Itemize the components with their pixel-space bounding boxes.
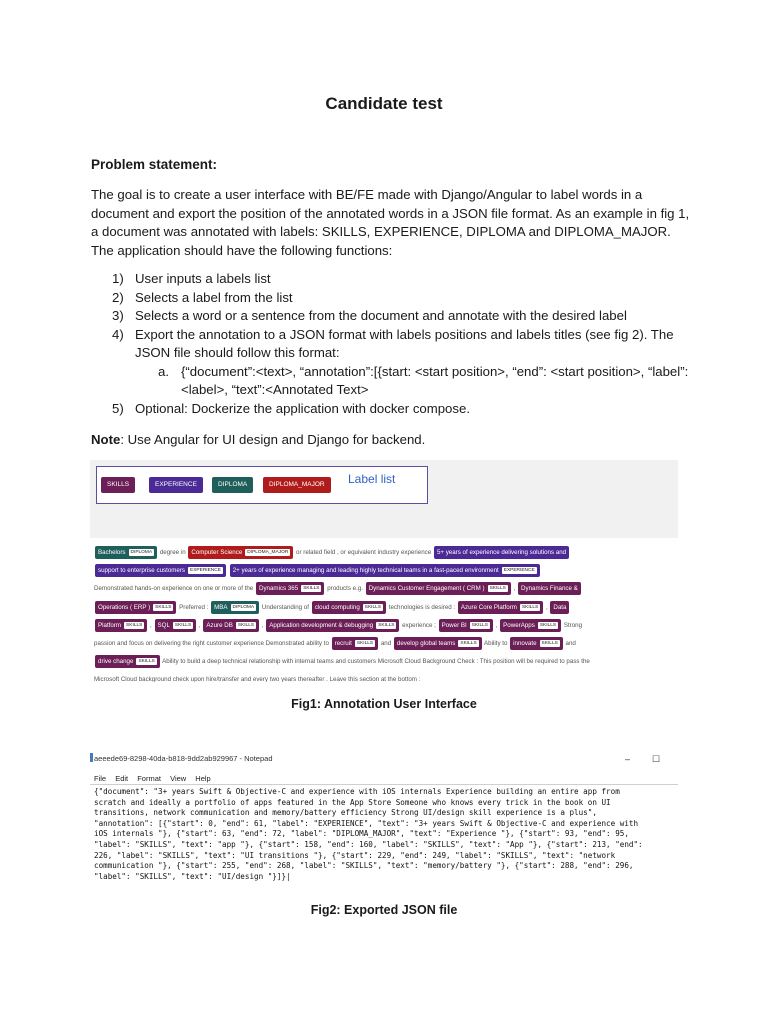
list-subitem (91, 363, 691, 400)
list-item-text: Optional: Dockerize the application with docker compose. (135, 400, 470, 416)
annotated-text: Computer Science (191, 549, 243, 556)
annotated-span[interactable] (95, 619, 147, 632)
window-title: aeeede69-8298-40da-b818-9dd2ab929967 - Notepad (94, 754, 273, 763)
annotated-span[interactable] (188, 546, 293, 559)
annotated-span[interactable] (394, 637, 482, 650)
annotated-span[interactable] (203, 619, 259, 632)
annotated-text: develop global teams (396, 640, 456, 648)
annotation-label-tag: SKILLS (174, 622, 192, 628)
document-text[interactable]: , (544, 603, 550, 611)
annotated-text: Azure Core Platform (460, 603, 517, 611)
document-line (94, 580, 674, 598)
annotated-document[interactable] (94, 544, 674, 682)
annotation-label-tag: SKILLS (237, 622, 255, 628)
annotation-label-tag: SKILLS (138, 659, 155, 665)
document-text[interactable]: , (148, 621, 154, 629)
annotated-span[interactable] (312, 601, 386, 614)
note-label: Note (91, 432, 121, 447)
fig2-caption: Fig2: Exported JSON file (310, 903, 458, 917)
document-line (94, 599, 674, 617)
label-diploma-major-button[interactable]: DIPLOMA_MAJOR (263, 477, 331, 493)
document-text[interactable]: products e.g. (325, 585, 365, 593)
annotated-text: Power BI (441, 621, 467, 629)
list-item-text: Selects a word or a sentence from the document and annotate with the desired label (135, 308, 627, 323)
annotated-span[interactable] (211, 601, 259, 614)
json-line: iOS internals "}, {"start": 63, "end": 72, "label": "DIPLOMA_MAJOR", "text": "Experience "}, {"start": 93, "end": 95, (94, 829, 629, 839)
document-text[interactable]: degree in (158, 549, 188, 556)
document-text[interactable]: and (563, 640, 576, 648)
annotated-text: SQL (157, 621, 170, 629)
note (91, 432, 425, 447)
page-title: Candidate test (325, 94, 443, 113)
list-item-text: User inputs a labels list (135, 271, 271, 286)
annotated-text: Bachelors (98, 549, 126, 556)
document-text[interactable]: , (260, 621, 266, 629)
document-text[interactable]: Microsoft Cloud background check upon hire/transfer and every two years thereafter . Leave this section at the bottom : (94, 676, 421, 682)
list-number: 4) (112, 326, 124, 342)
label-list-title: Label list (348, 472, 396, 486)
list-number: 2) (112, 289, 124, 305)
list-item (91, 289, 691, 308)
annotated-text: support to enterprise customers (98, 567, 186, 575)
annotated-span[interactable] (439, 619, 493, 632)
document-text[interactable]: experience ; (400, 621, 438, 629)
document-text[interactable]: passion and focus on delivering the right customer experience Demonstrated ability to (94, 640, 331, 648)
json-line: "label": "SKILLS", "text": "UI/design "}]}| (94, 871, 291, 881)
annotated-text: Dynamics Customer Engagement ( CRM ) (368, 585, 485, 593)
annotated-text: Platform (98, 621, 122, 629)
document-text[interactable]: Strong (562, 621, 583, 629)
menu-edit[interactable]: Edit (115, 774, 129, 783)
list-number: 5) (112, 400, 124, 416)
annotated-text: cloud computing (314, 603, 360, 611)
annotated-span[interactable] (510, 637, 563, 650)
label-experience-button[interactable]: EXPERIENCE (149, 477, 203, 493)
annotated-span[interactable] (95, 655, 160, 668)
annotated-text: 2+ years of experience managing and leading highly technical teams in a fast-paced environment (232, 567, 499, 575)
annotated-span[interactable] (266, 619, 399, 632)
label-diploma-button[interactable]: DIPLOMA (212, 477, 253, 493)
document-text[interactable]: , (197, 621, 203, 629)
annotated-text: PowerApps (503, 621, 535, 629)
document-text[interactable]: or related field , or equivalent industry experience (294, 549, 433, 556)
annotation-label-tag: DIPLOMA (130, 550, 153, 555)
annotated-text: Application development & debugging (269, 621, 374, 629)
label-panel (90, 460, 678, 538)
menu-view[interactable]: View (170, 774, 187, 783)
json-line: 226, "label": "SKILLS", "text": "UI transitions "}, {"start": 229, "end": 249, "label": "SKILLS", "text": "network (94, 850, 616, 860)
json-line: {"document": "3+ years Swift & Objective-C and experience with iOS internals Experience building an entire app from (94, 787, 620, 796)
annotated-text: Azure DB (206, 621, 233, 629)
annotated-span[interactable] (155, 619, 197, 632)
maximize-button[interactable]: ☐ (652, 754, 661, 764)
document-text[interactable]: Preferred : (177, 603, 211, 611)
json-line: scratch and ideally a portfolio of apps featured in the App Store Someone who knows every trick in the book on UI (94, 797, 611, 807)
annotated-span[interactable] (256, 582, 325, 595)
annotated-span[interactable] (434, 546, 569, 559)
list-number: 1) (112, 271, 124, 286)
annotated-span[interactable] (500, 619, 561, 632)
annotated-span[interactable] (458, 601, 543, 614)
annotation-label-tag: SKILLS (364, 604, 382, 610)
annotation-label-tag: SKILLS (471, 622, 488, 628)
list-item (91, 270, 691, 289)
annotated-span[interactable] (95, 564, 226, 577)
annotation-label-tag: SKILLS (541, 641, 558, 647)
annotated-span[interactable] (95, 546, 157, 559)
annotated-span[interactable] (95, 601, 176, 614)
json-line: "annotation": [{"start": 0, "end": 61, "label": "EXPERIENCE", "text": "3+ years Swift & Objective-C and experience with (94, 818, 639, 828)
document-text[interactable]: Understanding of (260, 603, 311, 611)
annotated-span[interactable] (230, 564, 540, 577)
document-line (94, 544, 674, 562)
document-text[interactable]: Demonstrated hands-on experience on one or more of the (94, 585, 255, 593)
notepad-icon (90, 753, 93, 762)
minimize-button[interactable]: – (625, 754, 631, 764)
annotated-text: MBA (214, 603, 228, 611)
annotated-span[interactable] (550, 601, 569, 614)
fig1-caption: Fig1: Annotation User Interface (291, 697, 477, 711)
notepad-text-area[interactable] (90, 784, 678, 892)
document-text[interactable]: , (511, 585, 518, 593)
document-line (94, 653, 674, 671)
problem-paragraph: The goal is to create a user interface with BE/FE made with Django/Angular to label words in a document and export the position of the annotated words in a JSON file format. As an example in fig 1, a document was annotated with labels: SKILLS, EXPERIENCE, DIPLOMA and DIPLOMA_MAJOR. The application should have the following functions: (91, 187, 690, 258)
label-skills-button[interactable]: SKILLS (101, 477, 135, 493)
annotated-text: Data (553, 603, 567, 611)
list-number: 3) (112, 308, 124, 323)
annotated-span[interactable] (332, 637, 378, 650)
annotation-label-tag: SKILLS (460, 641, 477, 647)
note-text: : Use Angular for UI design and Django for backend. (120, 432, 426, 447)
annotation-label-tag: EXPERIENCE (190, 568, 221, 574)
json-line: transitions, network communication and memory/battery efficiency Strong UI/design skill experience is a plus", (94, 808, 597, 818)
annotation-label-tag: SKILLS (521, 604, 539, 610)
annotated-text: Dynamics Finance & (521, 585, 578, 593)
annotation-label-tag: SKILLS (303, 586, 320, 592)
document-text[interactable]: and (379, 640, 393, 648)
annotation-label-tag: SKILLS (126, 622, 143, 628)
annotation-label-tag: DIPLOMA (232, 604, 255, 610)
annotated-text: Operations ( ERP ) (98, 603, 151, 611)
json-line: "label": "SKILLS", "text": "app "}, {"start": 158, "end": 160, "label": "SKILLS", "text": "App "}, {"start": 213, "end": (94, 839, 643, 849)
annotation-label-tag: SKILLS (378, 622, 395, 628)
document-line (94, 562, 674, 580)
document-text[interactable]: Ability to (482, 640, 510, 648)
list-item-text: Selects a label from the list (135, 289, 293, 305)
document-line (94, 635, 674, 653)
document-text[interactable]: Ability to build a deep technical relationship with internal teams and customers Microsoft Cloud Background Check : This position will be required to pass the (160, 658, 590, 666)
section-heading: Problem statement: (91, 157, 218, 172)
annotated-text: drive change (98, 658, 134, 666)
annotated-span[interactable] (366, 582, 511, 595)
menu-bar (94, 774, 218, 783)
annotation-label-tag: SKILLS (155, 604, 172, 610)
document-text[interactable]: , (494, 621, 500, 629)
list-item-text: Export the annotation to a JSON format with labels positions and labels titles (see fig 2). The JSON file should follow this format: (135, 326, 674, 360)
annotation-label-tag: SKILLS (489, 586, 506, 592)
annotation-label-tag: DIPLOMA_MAJOR (247, 550, 289, 555)
annotated-span[interactable] (518, 582, 581, 595)
annotation-ui-figure (90, 460, 678, 682)
menu-help[interactable]: Help (195, 774, 211, 783)
menu-format[interactable]: Format (137, 774, 161, 783)
json-line: communication "}, {"start": 255, "end": 268, "label": "SKILLS", "text": "memory/battery "}, {"start": 288, "end": 296, (94, 861, 634, 871)
menu-file[interactable]: File (94, 774, 107, 783)
document-line (94, 617, 674, 635)
annotation-label-tag: SKILLS (356, 641, 374, 647)
annotated-text: 5+ years of experience delivering solutions and (436, 549, 567, 556)
functions-list (91, 270, 691, 418)
document-text[interactable] (227, 567, 229, 574)
annotation-label-tag: SKILLS (539, 622, 557, 628)
list-item-text: {“document”:<text>, “annotation”:[{start: <start position>, “end”: <start position>, “label”: <label>, “text”:<Annotated Text> (181, 363, 689, 397)
annotated-text: recruit (334, 640, 352, 648)
list-item (91, 307, 691, 326)
annotated-text: Dynamics 365 (258, 585, 299, 593)
list-number: a. (158, 363, 169, 379)
document-text[interactable]: technologies is desired : (387, 603, 457, 611)
list-item (91, 400, 691, 419)
notepad-window (90, 752, 678, 892)
annotation-label-tag: EXPERIENCE (503, 568, 535, 574)
document-line (94, 671, 674, 682)
annotated-text: innovate (513, 640, 537, 648)
list-item (91, 326, 691, 363)
